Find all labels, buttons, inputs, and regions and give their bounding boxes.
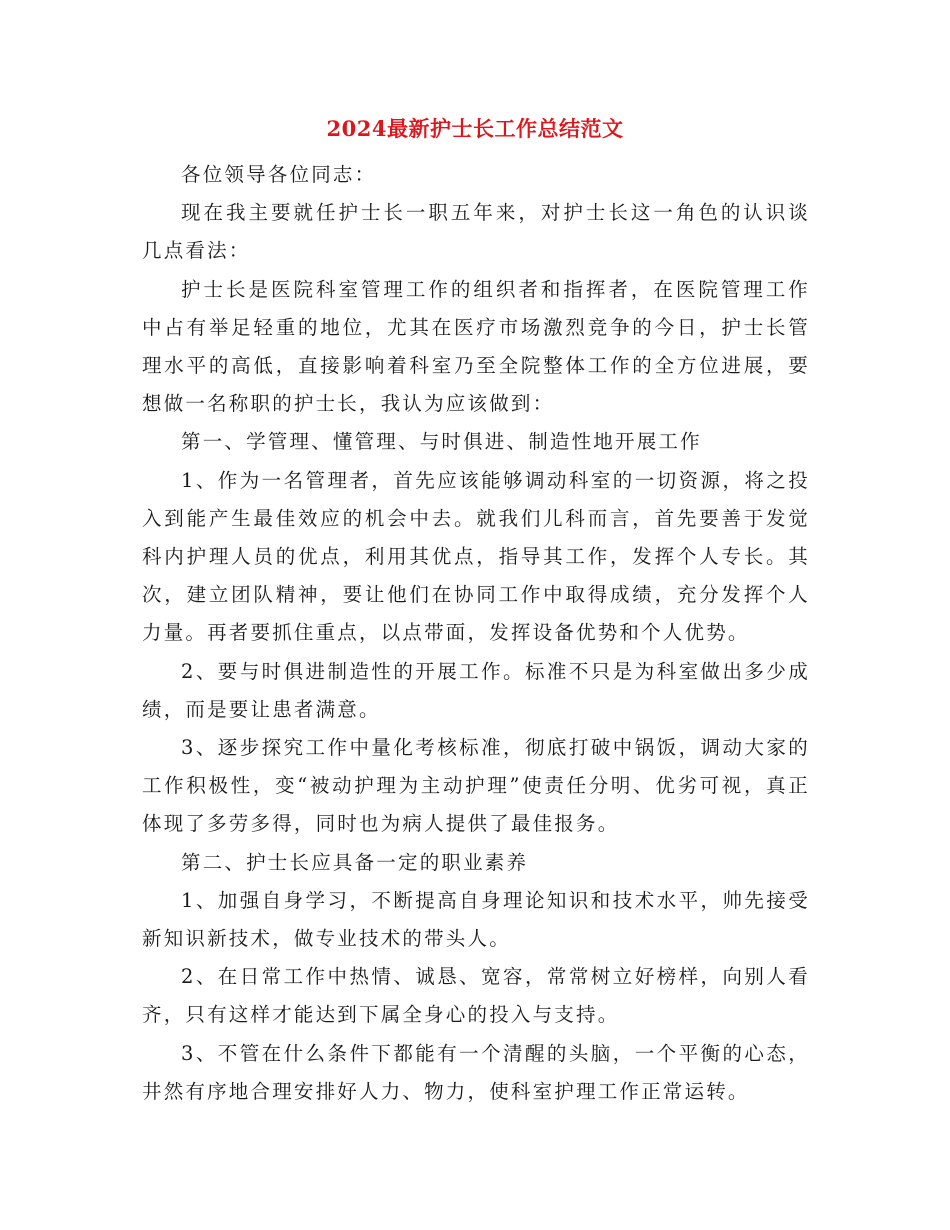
document-title: 2024最新护士长工作总结范文 [326, 116, 624, 141]
document-body [142, 156, 810, 1111]
section-heading-2: 第二、护士长应具备一定的职业素养 [181, 850, 529, 874]
paragraph-1-3: 3、逐步探究工作中量化考核标准，彻底打破中锅饭，调动大家的工作积极性，变“被动护理为主动护理”使责任分明、优劣可视，真正体现了多劳多得，同时也为病人提供了最佳报务。 [142, 736, 810, 836]
paragraph-1-1: 1、作为一名管理者，首先应该能够调动科室的一切资源，将之投入到能产生最佳效应的机会中去。就我们儿科而言，首先要善于发觉科内护理人员的优点，利用其优点，指导其工作，发挥个人专长。其次，建立团队精神，要让他们在协同工作中取得成绩，充分发挥个人力量。再者要抓住重点，以点带面，发挥设备优势和个人优势。 [142, 468, 810, 645]
paragraph-2-1: 1、加强自身学习，不断提高自身理论知识和技术水平，帅先接受新知识新技术，做专业技术的带头人。 [142, 888, 810, 951]
section-heading-1: 第一、学管理、懂管理、与时俱进、制造性地开展工作 [181, 430, 702, 454]
paragraph-intro: 现在我主要就任护士长一职五年来，对护士长这一角色的认识谈几点看法： [142, 201, 810, 263]
paragraph-greeting: 各位领导各位同志： [181, 163, 377, 186]
paragraph-role: 护士长是医院科室管理工作的组织者和指挥者，在医院管理工作中占有举足轻重的地位，尤其在医疗市场激烈竞争的今日，护士长管理水平的高低，直接影响着科室乃至全院整体工作的全方位进展，要想做一名称职的护士长，我认为应该做到： [142, 277, 810, 416]
paragraph-2-3: 3、不管在什么条件下都能有一个清醒的头脑，一个平衡的心态，井然有序地合理安排好人力、物力，使科室护理工作正常运转。 [142, 1041, 810, 1103]
paragraph-1-2: 2、要与时俱进制造性的开展工作。标准不只是为科室做出多少成绩，而是要让患者满意。 [142, 659, 810, 721]
paragraph-2-2: 2、在日常工作中热情、诚恳、宽容，常常树立好榜样，向别人看齐，只有这样才能达到下属全身心的投入与支持。 [142, 965, 810, 1027]
